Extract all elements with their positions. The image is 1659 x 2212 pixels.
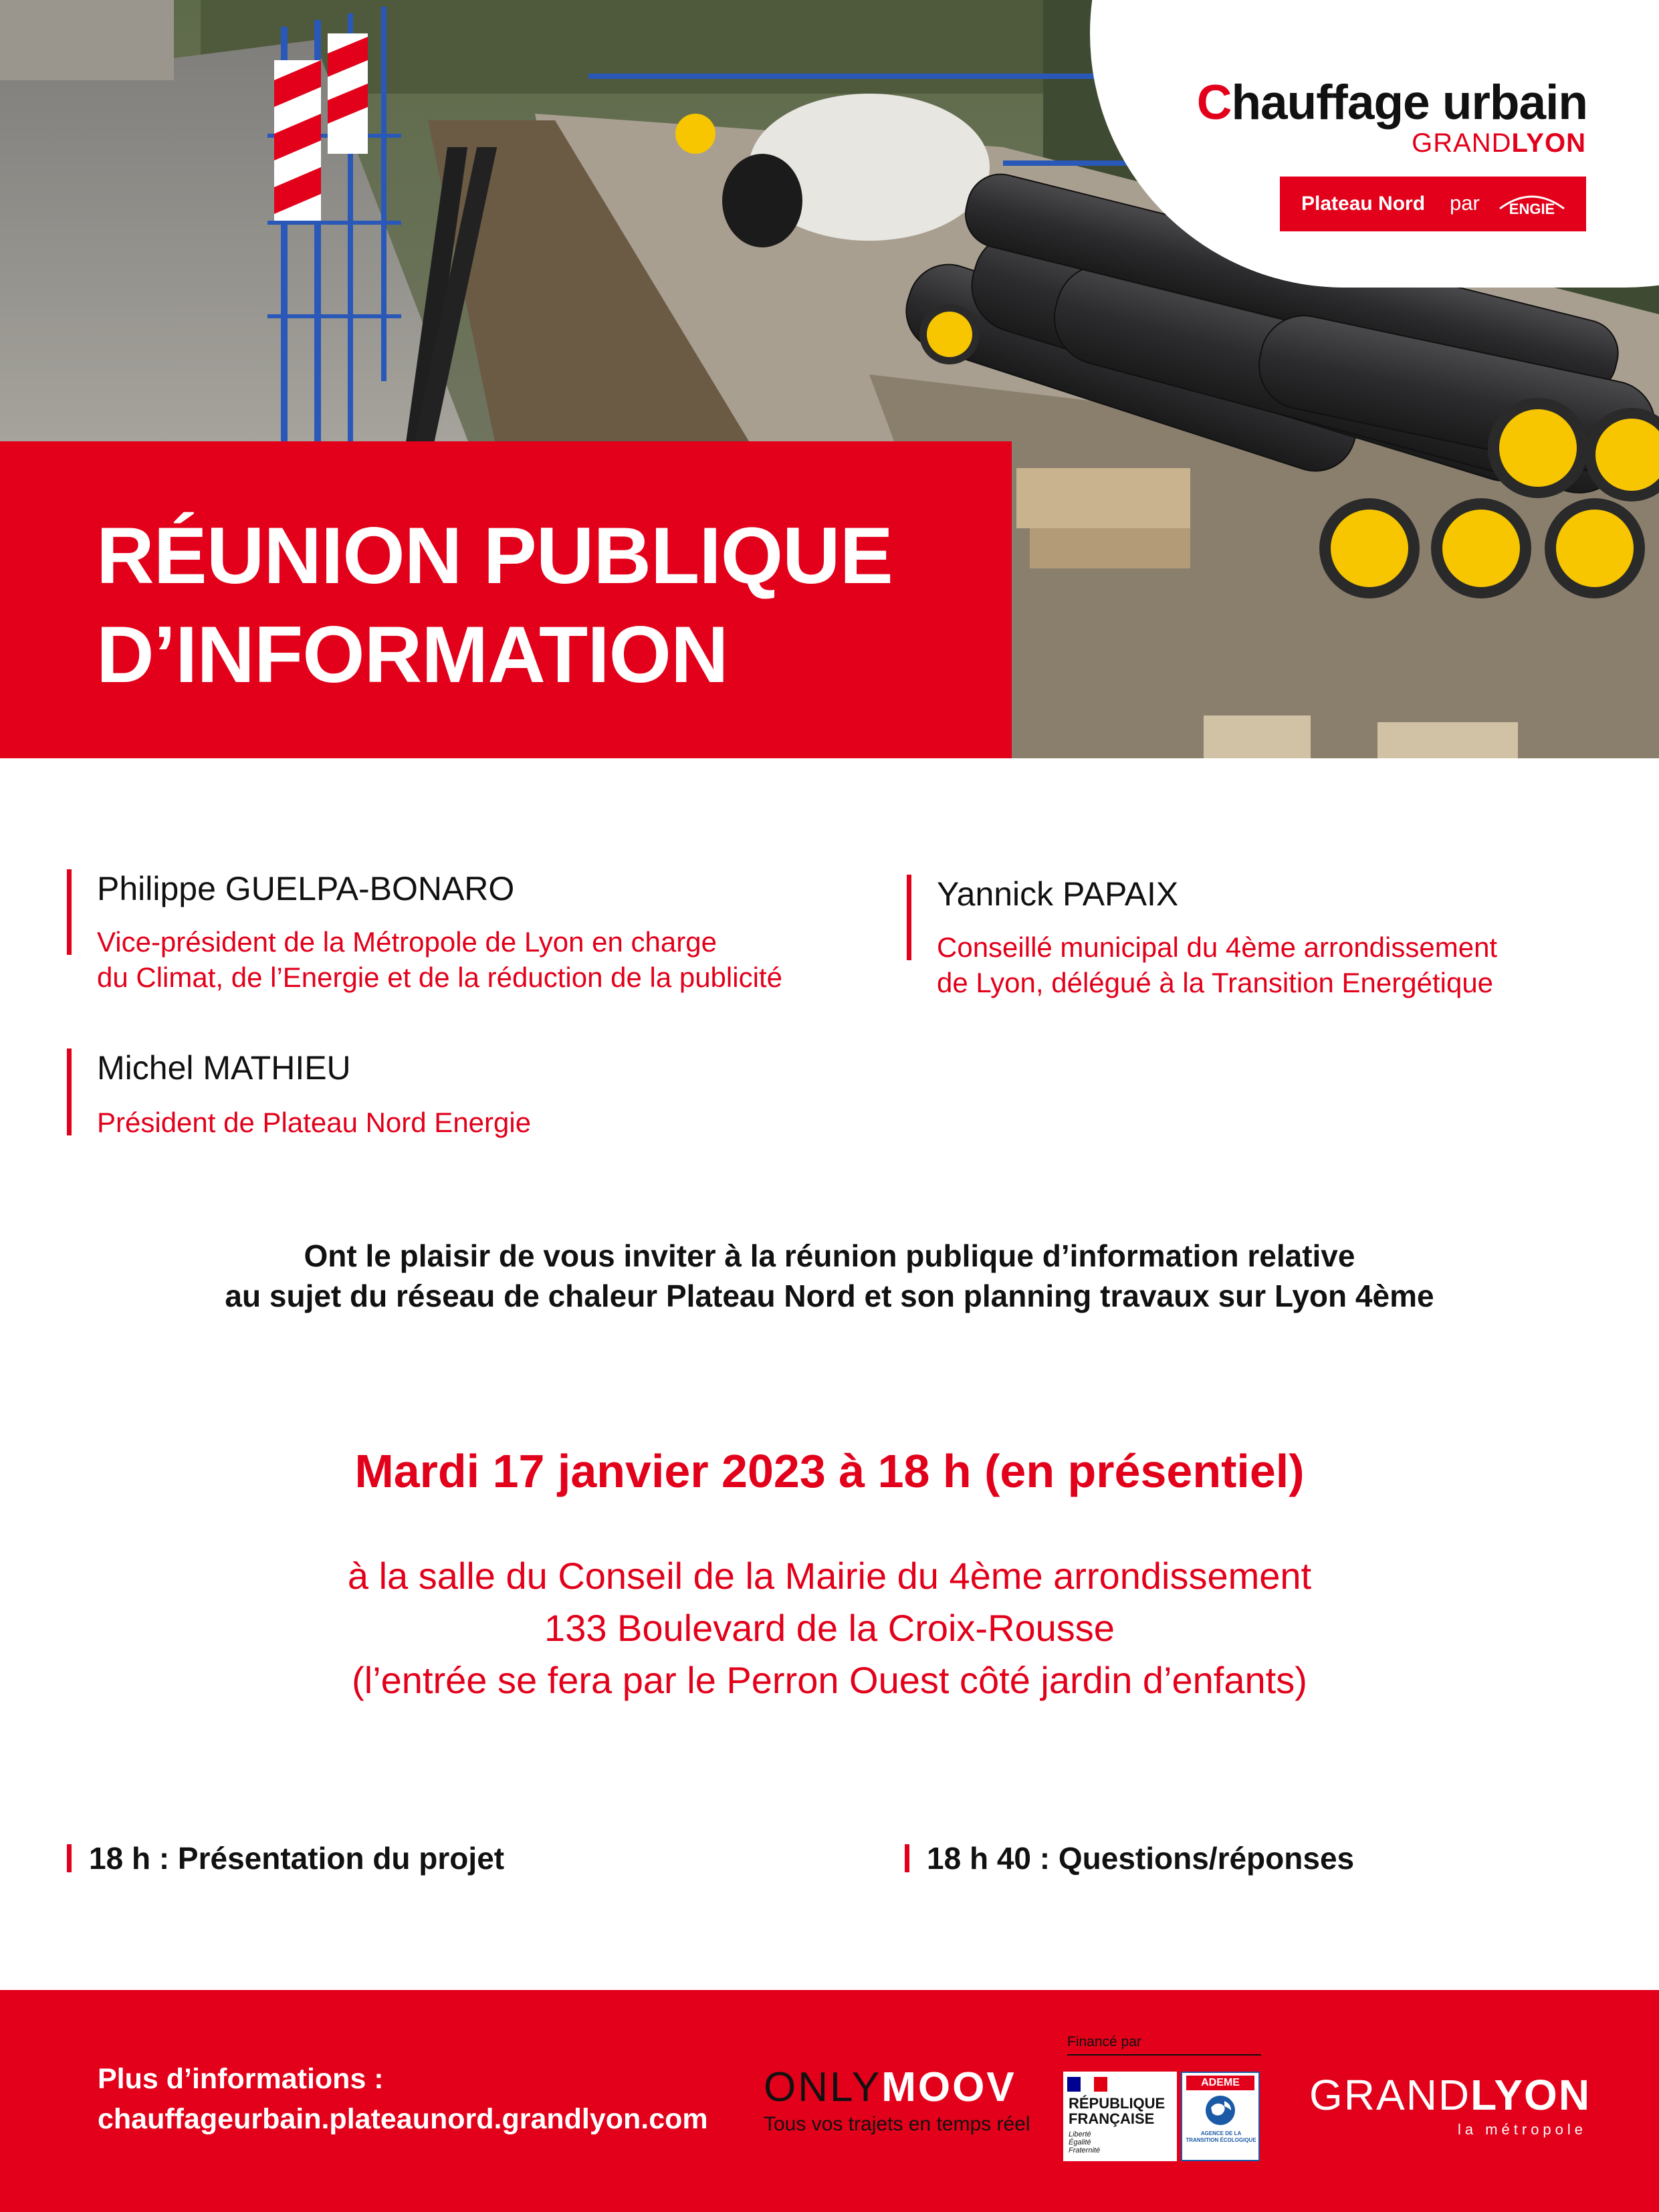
globe-icon <box>1204 2094 1236 2126</box>
plateau-nord-label: Plateau Nord <box>1301 193 1426 215</box>
speaker-name: Michel MATHIEU <box>97 1049 351 1087</box>
page-title-line2: D’INFORMATION <box>96 610 728 699</box>
speaker-name: Philippe GUELPA-BONARO <box>97 870 515 907</box>
speaker-name: Yannick PAPAIX <box>937 875 1179 913</box>
event-date: Mardi 17 janvier 2023 à 18 h (en présentiel) <box>354 1445 1305 1497</box>
event-venue <box>0 1550 1659 1706</box>
program-item-presentation <box>67 1840 504 1876</box>
accent-bar <box>67 1844 72 1872</box>
invitation-line1: Ont le plaisir de vous inviter à la réunion publique d’information relative <box>304 1238 1355 1273</box>
invitation-text <box>0 1236 1659 1316</box>
devise-text: Liberté Égalité Fraternité <box>1069 2130 1101 2154</box>
footer <box>0 1990 1659 2212</box>
republique-francaise-logo <box>1063 2072 1177 2161</box>
program-label: 18 h : Présentation du projet <box>89 1841 505 1876</box>
accent-bar <box>67 869 72 955</box>
grandlyon-metropole-logo <box>1309 2070 1591 2138</box>
onlymoov-logo <box>761 2064 1030 2137</box>
speaker-role-line1: Vice-président de la Métropole de Lyon en charge <box>97 926 717 958</box>
program-item-questions <box>905 1840 1354 1876</box>
accent-bar <box>907 875 911 960</box>
venue-line2: 133 Boulevard de la Croix-Rousse <box>544 1607 1115 1649</box>
speaker-role-line1: Président de Plateau Nord Energie <box>97 1107 532 1138</box>
accent-bar <box>67 1048 72 1135</box>
marianne-flag-icon <box>1067 2077 1107 2092</box>
financed-by-label: Financé par <box>1067 2034 1141 2050</box>
invitation-line2: au sujet du réseau de chaleur Plateau Nord et son planning travaux sur Lyon 4ème <box>225 1279 1434 1313</box>
venue-line3: (l’entrée se fera par le Perron Ouest côté jardin d’enfants) <box>352 1659 1307 1701</box>
more-info-link[interactable]: chauffageurbain.plateaunord.grandlyon.com <box>98 2103 708 2135</box>
onlymoov-wordmark: ONLYMOOV <box>764 2064 1016 2110</box>
accent-bar <box>905 1844 909 1872</box>
ademe-subtitle: AGENCE DE LA TRANSITION ÉCOLOGIQUE <box>1186 2130 1256 2143</box>
ademe-wordmark: ADEME <box>1186 2076 1254 2090</box>
more-info-label: Plus d’informations : <box>98 2063 384 2095</box>
program-label: 18 h 40 : Questions/réponses <box>927 1841 1355 1876</box>
grandlyon-wordmark: GRANDLYON <box>1309 2071 1591 2119</box>
title-block <box>0 441 1012 758</box>
svg-text:ENGIE: ENGIE <box>1509 201 1555 217</box>
chauffage-urbain-logo: Chauffage urbain <box>1196 76 1587 130</box>
divider <box>1067 2054 1261 2056</box>
speaker-role-line2: du Climat, de l’Energie et de la réduction de la publicité <box>97 962 782 993</box>
grandlyon-logo-text: GRANDLYON <box>1412 128 1586 158</box>
speaker-role-line2: de Lyon, délégué à la Transition Energétique <box>937 967 1494 998</box>
metropole-tagline: la métropole <box>1457 2121 1587 2138</box>
republique-francaise-text: RÉPUBLIQUE FRANÇAISE <box>1069 2095 1166 2127</box>
venue-line1: à la salle du Conseil de la Mairie du 4ème arrondissement <box>347 1555 1312 1597</box>
par-label: par <box>1450 191 1480 215</box>
speaker-role-line1: Conseillé municipal du 4ème arrondissement <box>937 931 1498 963</box>
onlymoov-tagline: Tous vos trajets en temps réel <box>764 2113 1030 2135</box>
page-title-line1: RÉUNION PUBLIQUE <box>96 511 893 600</box>
engie-logo <box>1496 189 1568 218</box>
ademe-logo <box>1181 2072 1260 2161</box>
plateau-nord-engie-bar <box>1280 177 1586 231</box>
